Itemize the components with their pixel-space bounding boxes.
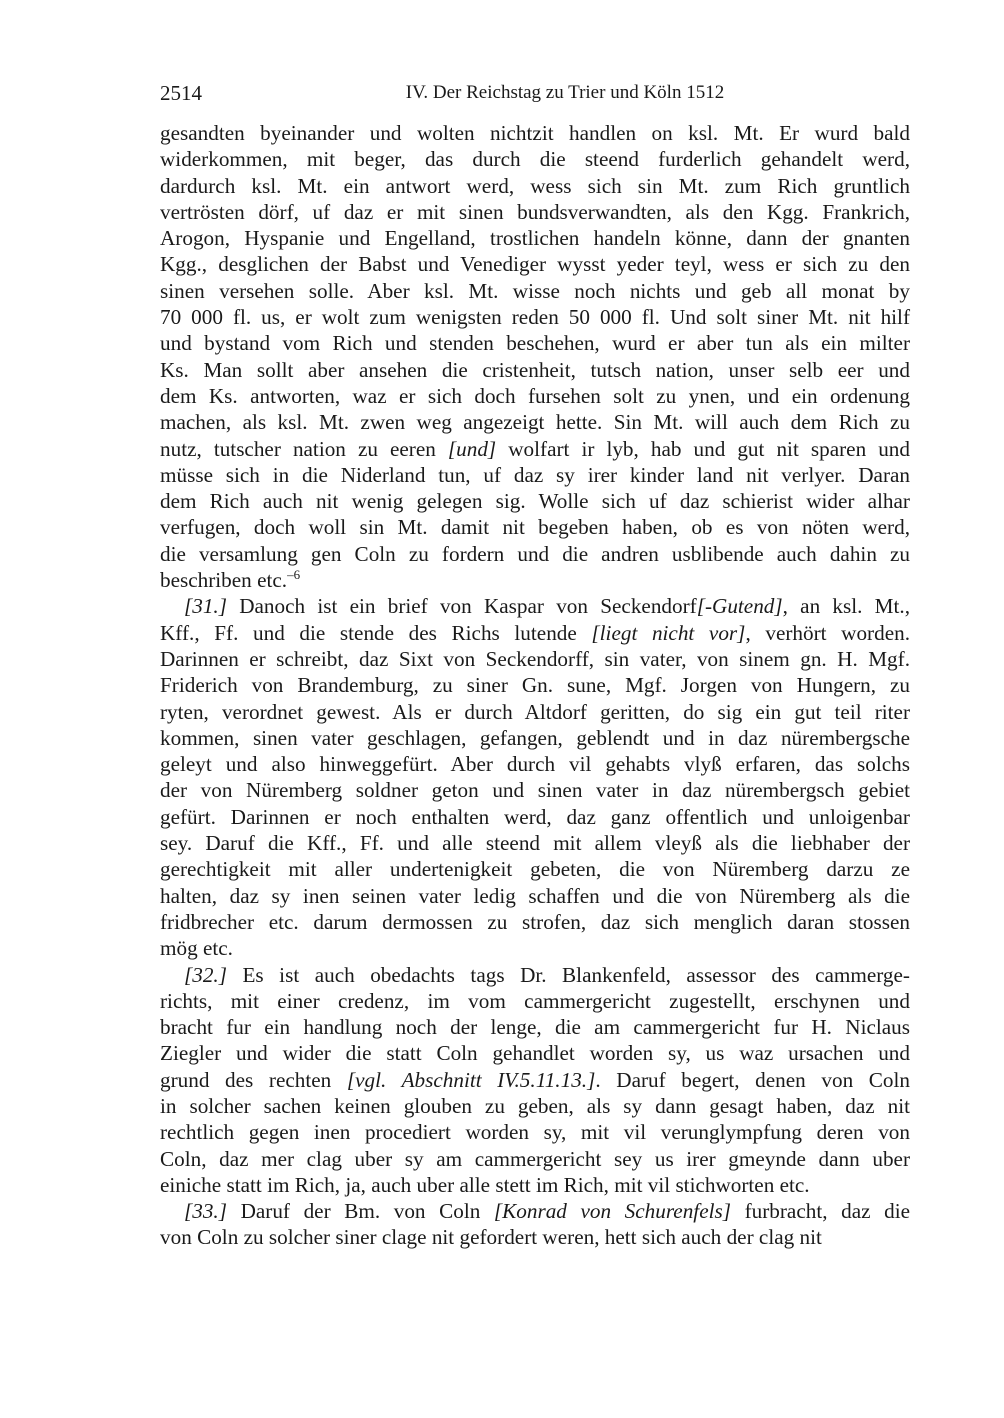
text-line: [160, 777, 910, 803]
text-run: , an ksl. Mt.,: [782, 594, 910, 619]
editorial-note: [-Gutend]: [696, 594, 783, 619]
text-line: [160, 988, 910, 1014]
text-run: Arogon, Hyspanie und Engelland, trostlichen handeln könne, dann der gnanten: [160, 226, 910, 251]
text-line: [160, 620, 910, 646]
text-run: einiche statt im Rich, ja, auch uber alle stett im Rich, mit vil stichworten etc.: [160, 1172, 810, 1197]
text-run: und bystand vom Rich und stenden beschehen, wurd er aber tun als ein milter: [160, 331, 910, 356]
text-run: machen, als ksl. Mt. zwen weg angezeigt hette. Sin Mt. will auch dem Rich zu: [160, 410, 910, 435]
text-run: . Daruf begert, denen von Coln: [595, 1067, 911, 1092]
text-line: [160, 304, 910, 330]
text-line: [160, 330, 910, 356]
text-line: [160, 725, 910, 751]
text-run: mög etc.: [160, 936, 233, 961]
text-run: vertrösten dörf, uf daz er mit sinen bundsverwandten, als den Kgg. Frankrich,: [160, 199, 910, 224]
text-run: 70 000 fl. us, er wolt zum wenigsten reden 50 000 fl. Und solt siner Mt. nit hilf: [160, 305, 910, 330]
text-line: [160, 357, 910, 383]
text-run: richts, mit einer credenz, im vom cammergericht zugestellt, erschynen und: [160, 988, 910, 1013]
text-line: [160, 567, 910, 593]
text-run: gerechtigkeit mit aller undertenigkeit gebeten, die von Nüremberg darzu ze: [160, 857, 910, 882]
text-line: [160, 672, 910, 698]
text-run: widerkommen, mit beger, das durch die steend furderlich gehandelt werd,: [160, 147, 910, 172]
text-line: [160, 1172, 910, 1198]
text-run: kommen, sinen vater geschlagen, gefangen, geblendt und in daz nürembergsche: [160, 725, 910, 750]
editorial-note: [33.]: [184, 1199, 227, 1224]
text-run: der von Nüremberg soldner geton und sinen vater in daz nürembergsch gebiet: [160, 778, 910, 803]
text-line: [160, 278, 910, 304]
text-line: [160, 1198, 910, 1224]
editorial-note: [vgl. Abschnitt IV.5.11.13.]: [346, 1067, 596, 1092]
text-line: [160, 804, 910, 830]
text-line: [160, 1040, 910, 1066]
text-run: Danoch ist ein brief von Kaspar von Seckendorf: [226, 594, 697, 619]
text-run: verfugen, doch woll sin Mt. damit nit begeben haben, ob es von nöten werd,: [160, 515, 910, 540]
text-run: ryten, verordnet gewest. Als er durch Altdorf geritten, do sig ein gut teil riter: [160, 699, 910, 724]
text-line: [160, 593, 910, 619]
text-run: grund des rechten: [160, 1067, 347, 1092]
text-run: Coln, daz mer clag uber sy am cammergericht sey us irer gmeynde dann uber: [160, 1146, 910, 1171]
text-line: [160, 1146, 910, 1172]
text-line: [160, 199, 910, 225]
text-line: [160, 514, 910, 540]
page-number: 2514: [160, 81, 202, 105]
text-run: die versamlung gen Coln zu fordern und die andren usblibende auch dahin zu: [160, 541, 910, 566]
text-run: von Coln zu solcher siner clage nit gefordert weren, hett sich auch der clag nit: [160, 1225, 822, 1250]
paragraph: [160, 120, 910, 593]
text-line: [160, 935, 910, 961]
text-run: Friderich von Brandemburg, zu siner Gn. sune, Mgf. Jorgen von Hungern, zu: [160, 673, 910, 698]
editorial-note: [Konrad von Schurenfels]: [493, 1199, 731, 1224]
body-text: [160, 120, 910, 1251]
text-line: [160, 436, 910, 462]
text-run: dardurch ksl. Mt. ein antwort werd, wess sich sin Mt. zum Rich gruntlich: [160, 173, 910, 198]
text-line: [160, 251, 910, 277]
numbered-paragraph: [160, 593, 910, 961]
numbered-paragraph: [160, 962, 910, 1199]
text-run: Kff., Ff. und die stende des Richs lutende: [160, 620, 592, 645]
text-run: müsse sich in die Niderland tun, uf daz sy irer kinder land nit verlyer. Daran: [160, 462, 910, 487]
text-line: [160, 146, 910, 172]
editorial-note: [31.]: [184, 594, 227, 619]
editorial-note: [und]: [447, 436, 497, 461]
text-line: [160, 225, 910, 251]
text-run: rechtlich gegen inen procediert worden sy, mit vil verunglympfung deren von: [160, 1120, 910, 1145]
text-run: bracht fur ein handlung noch der lenge, die am cammergericht fur H. Niclaus: [160, 1015, 910, 1040]
text-run: wolfart ir lyb, hab und gut nit sparen und: [496, 436, 910, 461]
text-line: [160, 830, 910, 856]
text-run: sinen versehen solle. Aber ksl. Mt. wisse noch nichts und geb all monat by: [160, 278, 910, 303]
text-run: in solcher sachen keinen glouben zu geben, als sy dann gesagt haben, daz nit: [160, 1093, 910, 1118]
text-run: nutz, tutscher nation zu eeren: [160, 436, 448, 461]
text-line: [160, 1119, 910, 1145]
editorial-note: [32.]: [184, 962, 227, 987]
text-line: [160, 383, 910, 409]
text-line: [160, 1067, 910, 1093]
text-run: furbracht, daz die: [730, 1199, 910, 1224]
text-run: gefürt. Darinnen er noch enthalten werd, daz ganz offentlich und unloigenbar: [160, 804, 910, 829]
text-line: [160, 646, 910, 672]
text-run: Ks. Man sollt aber ansehen die cristenheit, tutsch nation, unser selb eer und: [160, 357, 910, 382]
text-run: fridbrecher etc. darum dermossen zu strofen, daz sich menglich daran stossen: [160, 909, 910, 934]
text-run: geleyt und also hinweggefürt. Aber durch vil gehabts vlyß erfaren, das solchs: [160, 752, 910, 777]
editorial-note: [liegt nicht vor]: [591, 620, 746, 645]
text-line: [160, 1093, 910, 1119]
text-run: Es ist auch obedachts tags Dr. Blankenfeld, assessor des cammerge-: [226, 962, 910, 987]
text-run: Ziegler und wider die statt Coln gehandlet worden sy, us waz ursachen und: [160, 1041, 910, 1066]
text-line: [160, 1224, 910, 1250]
text-line: [160, 120, 910, 146]
text-run: , verhört worden.: [745, 620, 911, 645]
text-run: Darinnen er schreibt, daz Sixt von Seckendorff, sin vater, von sinem gn. H. Mgf.: [160, 646, 910, 671]
text-line: [160, 962, 910, 988]
text-line: [160, 856, 910, 882]
text-line: [160, 488, 910, 514]
page-header: [160, 80, 910, 106]
text-line: [160, 462, 910, 488]
footnote-marker: –6: [287, 567, 301, 583]
text-line: [160, 409, 910, 435]
text-line: [160, 1014, 910, 1040]
text-line: [160, 541, 910, 567]
text-run: dem Ks. antworten, waz er sich doch fursehen solt zu ynen, und ein ordenung: [160, 383, 910, 408]
text-run: Kgg., desglichen der Babst und Venediger wysst yeder teyl, wess er sich zu den: [160, 252, 910, 277]
text-line: [160, 883, 910, 909]
text-run: sey. Daruf die Kff., Ff. und alle steend mit allem vleyß als die liebhaber der: [160, 831, 910, 856]
running-title: IV. Der Reichstag zu Trier und Köln 1512: [405, 82, 725, 103]
text-line: [160, 751, 910, 777]
text-line: [160, 699, 910, 725]
text-line: [160, 173, 910, 199]
text-run: dem Rich auch nit wenig gelegen sig. Wolle sich uf daz schierist wider alhar: [160, 489, 910, 514]
text-run: Daruf der Bm. von Coln: [226, 1199, 494, 1224]
numbered-paragraph: [160, 1198, 910, 1251]
text-run: beschriben etc.: [160, 568, 288, 593]
text-run: halten, daz sy inen seinen vater ledig schaffen und die von Nüremberg als die: [160, 883, 910, 908]
text-line: [160, 909, 910, 935]
text-run: gesandten byeinander und wolten nichtzit handlen on ksl. Mt. Er wurd bald: [160, 121, 910, 145]
